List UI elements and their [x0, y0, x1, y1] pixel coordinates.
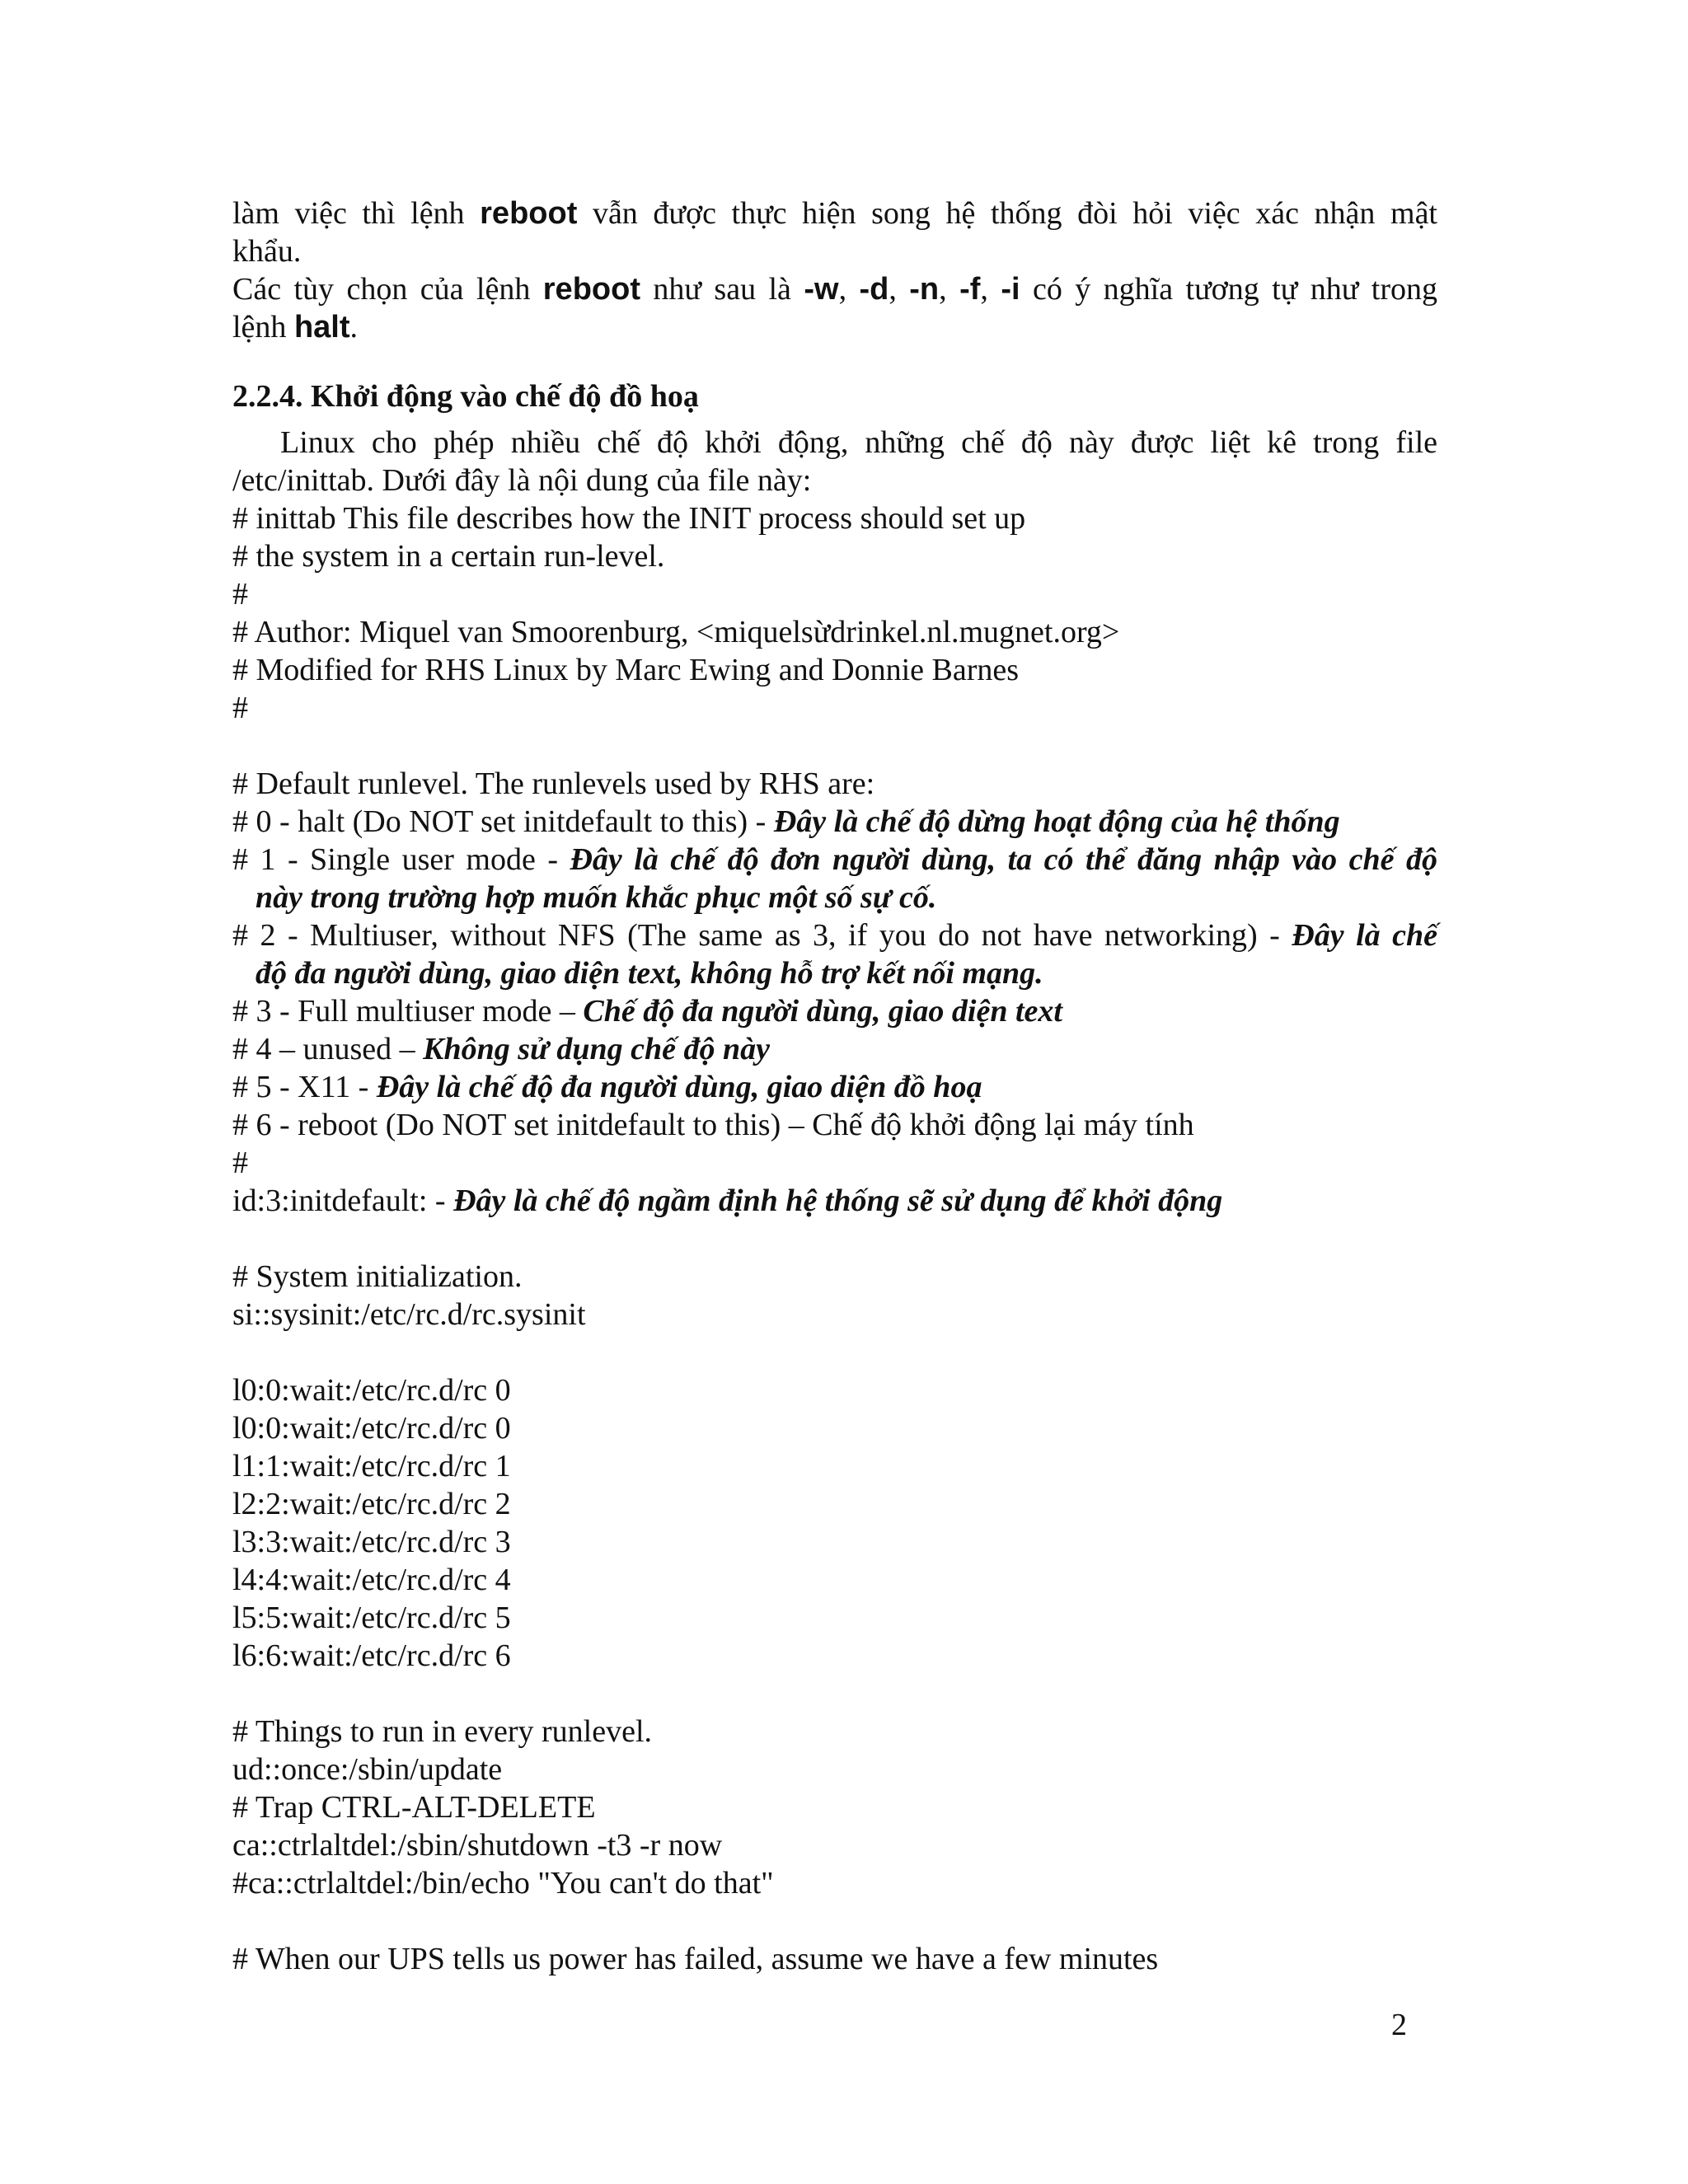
code-line: ca::ctrlaltdel:/sbin/shutdown -t3 -r now: [232, 1828, 723, 1863]
runlevel-1: [232, 841, 1437, 879]
runlevel-text: # 1 - Single user mode -: [232, 842, 570, 877]
runlevel-3: [232, 992, 1437, 1030]
code-line: # Things to run in every runlevel.: [232, 1714, 653, 1749]
code-line: # inittab This file describes how the INIT process should set up: [232, 501, 1026, 536]
intro-line-2: khẩu.: [232, 234, 302, 269]
intro-text: như sau là: [640, 272, 804, 307]
code-line: ud::once:/sbin/update: [232, 1752, 503, 1787]
sysinit-section: [232, 1258, 1437, 1333]
runlevels-section: [232, 765, 1437, 1220]
code-line: l3:3:wait:/etc/rc.d/rc 3: [232, 1525, 511, 1559]
runlevel-6: # 6 - reboot (Do NOT set initdefault to this) – Chế độ khởi động lại máy tính: [232, 1108, 1194, 1142]
intro-text: làm việc thì lệnh: [232, 196, 481, 231]
runlevel-note: Đây là chế độ dừng hoạt động của hệ thống: [773, 804, 1340, 839]
intro-line-4: [232, 308, 1437, 346]
reboot-command: reboot: [480, 196, 578, 231]
code-line: #ca::ctrlaltdel:/bin/echo "You can't do that": [232, 1866, 774, 1900]
code-line: si::sysinit:/etc/rc.d/rc.sysinit: [232, 1297, 586, 1332]
option-i: -i: [1001, 272, 1020, 307]
code-line: l0:0:wait:/etc/rc.d/rc 0: [232, 1411, 511, 1446]
code-line: l1:1:wait:/etc/rc.d/rc 1: [232, 1449, 511, 1483]
runlevel-note: Đây là chế độ ngầm định hệ thống sẽ sử dụng để khởi động: [453, 1183, 1223, 1218]
intro-text: .: [349, 310, 358, 344]
section: [232, 377, 1437, 499]
intro-paragraph: [232, 194, 1437, 346]
code-line: # the system in a certain run-level.: [232, 539, 665, 574]
intro-line-3: [232, 270, 1437, 308]
runlevel-5: [232, 1068, 1437, 1106]
intro-text: có ý nghĩa tương tự như trong: [1020, 272, 1437, 307]
runlevel-1-cont: này trong trường hợp muốn khắc phục một số sự cố.: [256, 880, 937, 915]
reboot-command: reboot: [542, 272, 640, 307]
intro-text: vẫn được thực hiện song hệ thống đòi hỏi việc xác nhận mật: [577, 196, 1437, 231]
runlevel-note: Đây là chế độ đa người dùng, giao diện đồ hoạ: [376, 1070, 982, 1104]
section-heading: 2.2.4. Khởi động vào chế độ đồ hoạ: [232, 379, 699, 414]
runlevel-2-cont: độ đa người dùng, giao diện text, không hỗ trợ kết nối mạng.: [256, 956, 1043, 991]
intro-line-1: [232, 194, 1437, 232]
code-line: # System initialization.: [232, 1259, 523, 1294]
runlevel-text: # 3 - Full multiuser mode –: [232, 994, 584, 1029]
rc-lines: [232, 1371, 1437, 1675]
runlevel-4: [232, 1030, 1437, 1068]
runlevel-text: # 2 - Multiuser, without NFS (The same as 3, if you do not have networking) -: [232, 918, 1292, 953]
section-para-line-2: /etc/inittab. Dưới đây là nội dung của file này:: [232, 463, 812, 498]
file-header: [232, 499, 1437, 727]
runlevel-note: Đây là chế độ đơn người dùng, ta có thể đăng nhập vào chế độ: [570, 842, 1437, 877]
runlevel-text: # 0 - halt (Do NOT set initdefault to this) -: [232, 804, 774, 839]
separator: ,: [838, 272, 860, 307]
code-line: #: [232, 1146, 248, 1180]
runlevel-note: Chế độ đa người dùng, giao diện text: [583, 994, 1062, 1029]
code-line: # Trap CTRL-ALT-DELETE: [232, 1790, 596, 1825]
option-w: -w: [804, 272, 839, 307]
runlevel-text: # 4 – unused –: [232, 1032, 424, 1066]
runlevel-note: Đây là chế: [1292, 918, 1437, 953]
code-line: l6:6:wait:/etc/rc.d/rc 6: [232, 1638, 511, 1673]
separator: ,: [889, 272, 910, 307]
code-line: # Modified for RHS Linux by Marc Ewing and Donnie Barnes: [232, 653, 1020, 687]
option-n: -n: [909, 272, 940, 307]
code-line: # When our UPS tells us power has failed, assume we have a few minutes: [232, 1942, 1159, 1976]
code-line: #: [232, 691, 248, 725]
code-line: l2:2:wait:/etc/rc.d/rc 2: [232, 1487, 511, 1521]
halt-command: halt: [293, 310, 350, 344]
separator: ,: [939, 272, 960, 307]
page-number: 2: [1391, 2008, 1407, 2042]
code-line: # Author: Miquel van Smoorenburg, <miquelsừdrinkel.nl.mugnet.org>: [232, 615, 1120, 649]
code-line: l5:5:wait:/etc/rc.d/rc 5: [232, 1601, 511, 1635]
runlevels-intro: # Default runlevel. The runlevels used by RHS are:: [232, 766, 875, 801]
runlevel-text: # 5 - X11 -: [232, 1070, 377, 1104]
separator: ,: [980, 272, 1001, 307]
code-line: #: [232, 577, 248, 612]
initdefault-line: [232, 1182, 1437, 1220]
code-line: l0:0:wait:/etc/rc.d/rc 0: [232, 1373, 511, 1408]
runlevel-text: id:3:initdefault: -: [232, 1183, 454, 1218]
intro-text: lệnh: [232, 310, 294, 344]
code-line: l4:4:wait:/etc/rc.d/rc 4: [232, 1563, 511, 1597]
option-f: -f: [959, 272, 981, 307]
runlevel-note: Không sử dụng chế độ này: [423, 1032, 770, 1066]
runlevel-2: [232, 916, 1437, 954]
ups-section: [232, 1940, 1437, 1978]
every-runlevel-section: [232, 1713, 1437, 1902]
intro-text: Các tùy chọn của lệnh: [232, 272, 543, 307]
option-d: -d: [859, 272, 889, 307]
section-para-line-1: Linux cho phép nhiều chế độ khởi động, những chế độ này được liệt kê trong file: [280, 425, 1437, 460]
runlevel-0: [232, 803, 1437, 841]
